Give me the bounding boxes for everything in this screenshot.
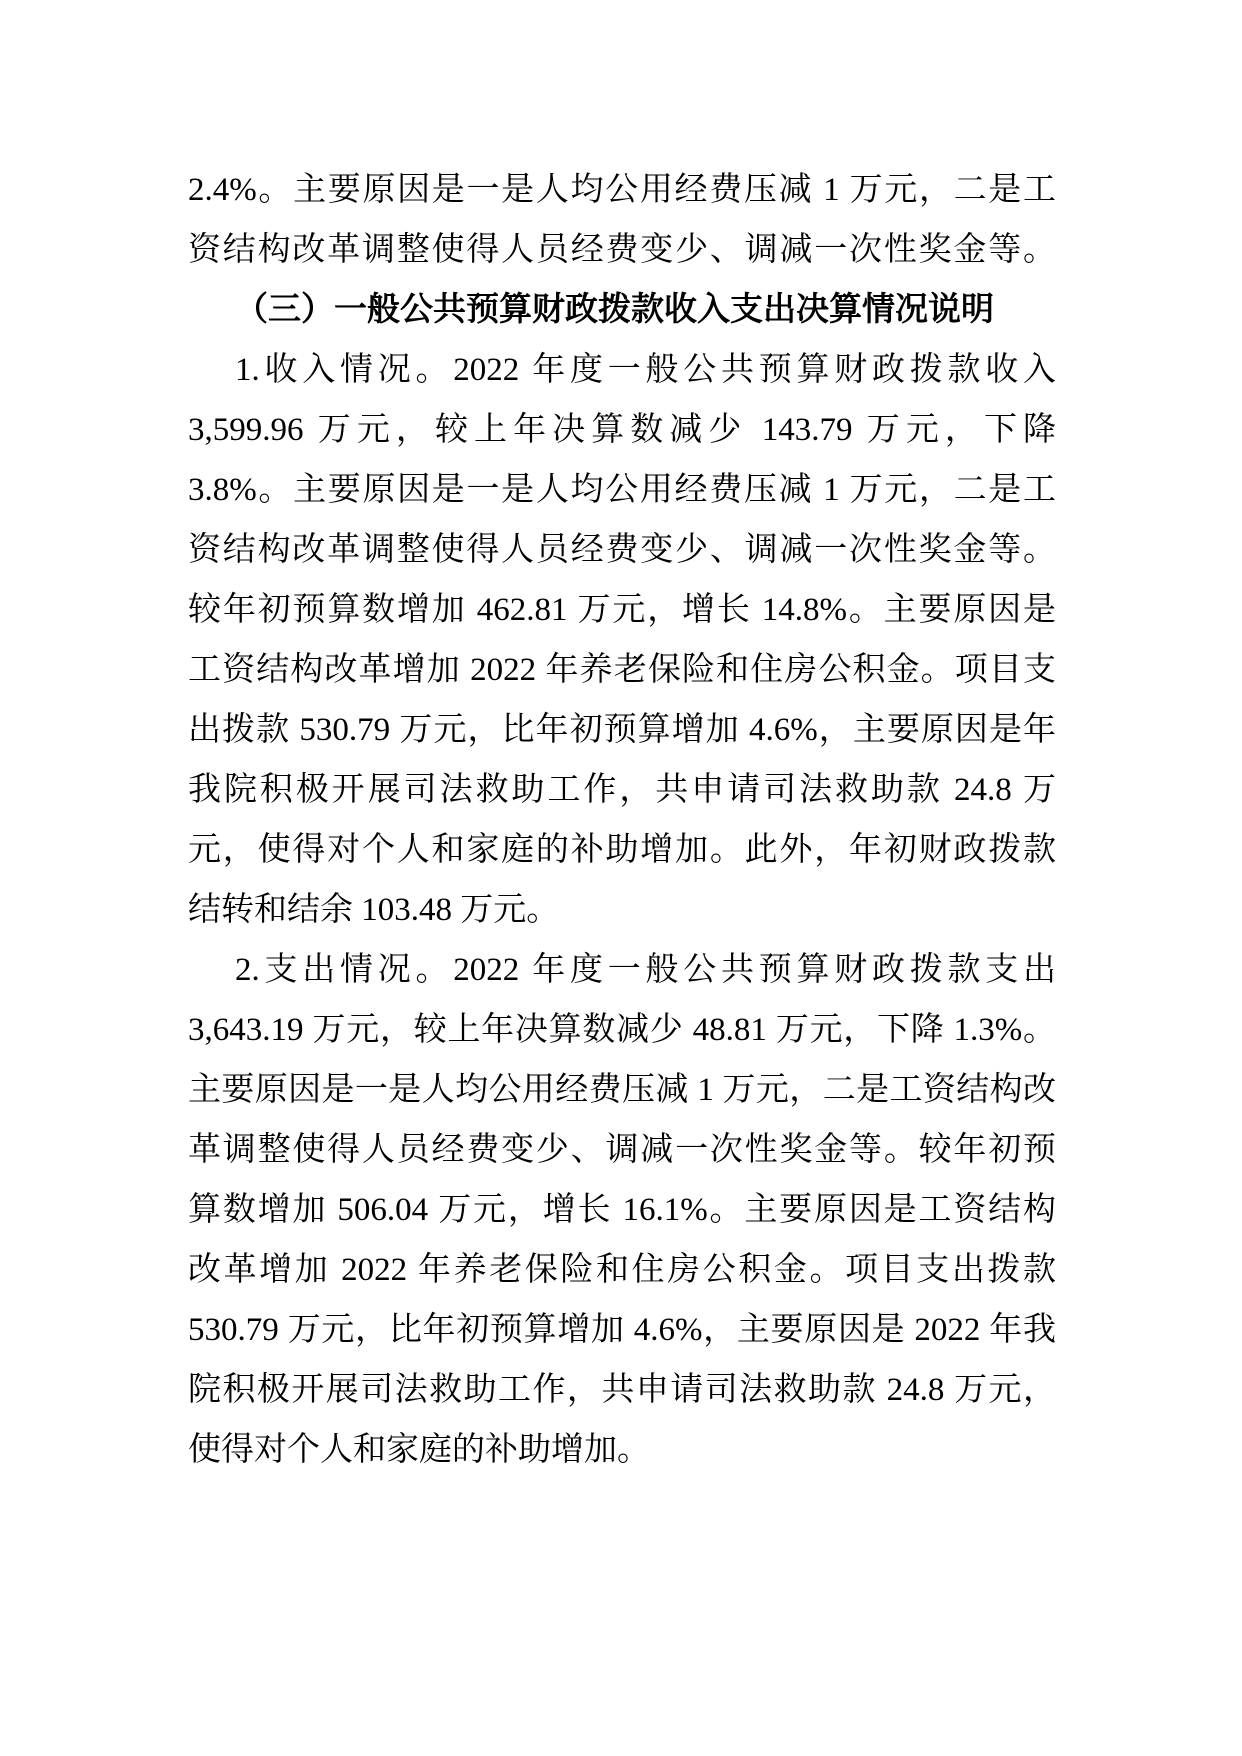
text-line: 530.79 万元，比年初预算增加 4.6%，主要原因是 2022 年我 [188, 1312, 1056, 1348]
text-line: 3.8%。主要原因是一是人均公用经费压减 1 万元，二是工 [188, 472, 1056, 508]
text-line: 资结构改革调整使得人员经费变少、调减一次性奖金等。 [188, 532, 1056, 568]
text-line: 算数增加 506.04 万元，增长 16.1%。主要原因是工资结构 [188, 1192, 1056, 1228]
text-line: 1.收入情况。2022 年度一般公共预算财政拨款收入 [235, 352, 1056, 388]
text-line: 革调整使得人员经费变少、调减一次性奖金等。较年初预 [188, 1132, 1056, 1168]
text-line: 较年初预算数增加 462.81 万元，增长 14.8%。主要原因是 [188, 592, 1056, 628]
text-line: 2.4%。主要原因是一是人均公用经费压减 1 万元，二是工 [188, 172, 1056, 208]
document-body [188, 160, 1056, 1480]
text-line: 3,643.19 万元，较上年决算数减少 48.81 万元，下降 1.3%。 [188, 1012, 1056, 1048]
text-line: 院积极开展司法救助工作，共申请司法救助款 24.8 万元， [188, 1372, 1056, 1408]
text-line: 改革增加 2022 年养老保险和住房公积金。项目支出拨款 [188, 1252, 1056, 1288]
text-line: 3,599.96 万元，较上年决算数减少 143.79 万元，下降 [188, 412, 1056, 448]
text-line: 主要原因是一是人均公用经费压减 1 万元，二是工资结构改 [188, 1072, 1056, 1108]
text-line: 使得对个人和家庭的补助增加。 [188, 1432, 650, 1468]
text-line: 我院积极开展司法救助工作，共申请司法救助款 24.8 万 [188, 772, 1056, 808]
section-heading: （三）一般公共预算财政拨款收入支出决算情况说明 [235, 292, 994, 328]
text-line: 结转和结余 103.48 万元。 [188, 892, 560, 928]
text-line: 出拨款 530.79 万元，比年初预算增加 4.6%，主要原因是年 [188, 712, 1056, 748]
text-line: 2.支出情况。2022 年度一般公共预算财政拨款支出 [235, 952, 1056, 988]
text-line: 工资结构改革增加 2022 年养老保险和住房公积金。项目支 [188, 652, 1056, 688]
text-line: 资结构改革调整使得人员经费变少、调减一次性奖金等。 [188, 232, 1056, 268]
text-line: 元，使得对个人和家庭的补助增加。此外，年初财政拨款 [188, 832, 1056, 868]
